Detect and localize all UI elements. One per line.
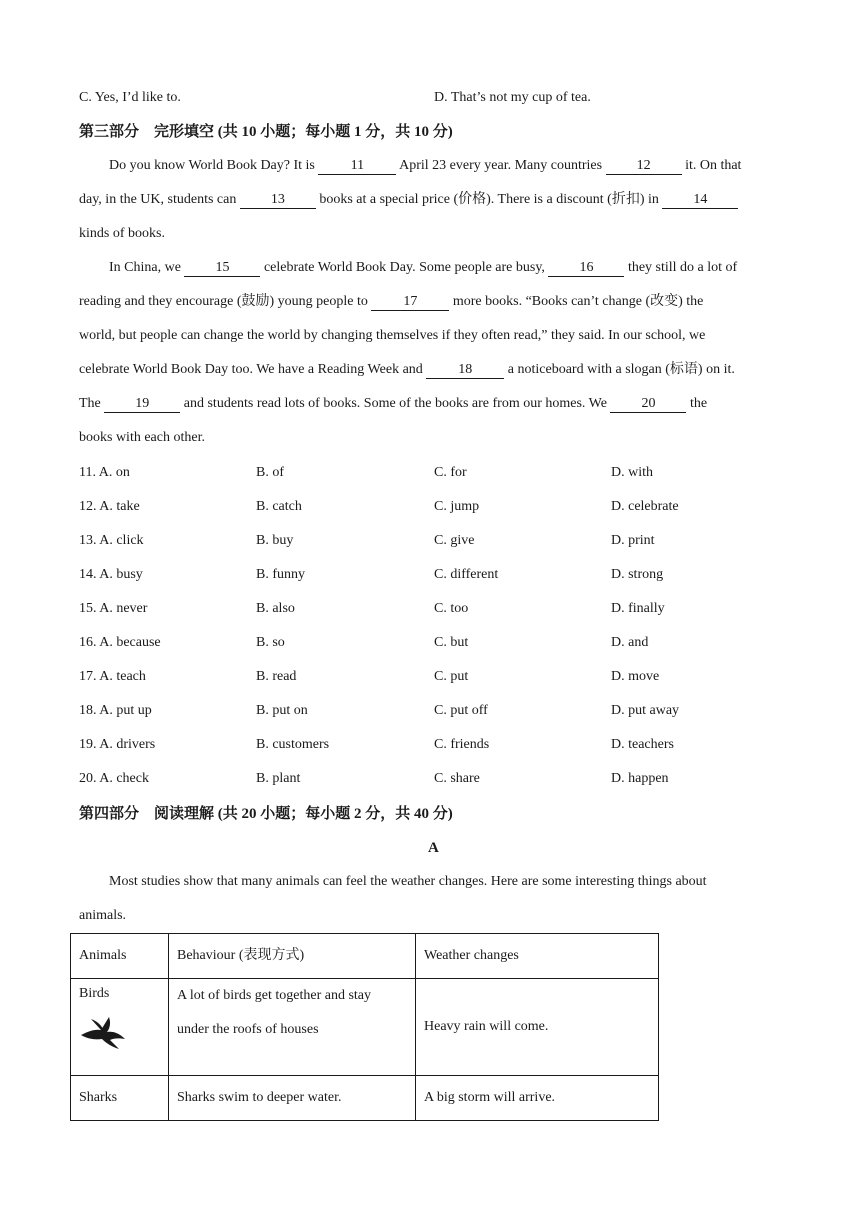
option-c: C. jump: [434, 499, 480, 514]
option-c: C. too: [434, 601, 469, 616]
option-a: 20. A. check: [79, 771, 149, 786]
option-a: 11. A. on: [79, 465, 130, 480]
option-a: 12. A. take: [79, 499, 140, 514]
behaviour-text: Sharks swim to deeper water.: [169, 1076, 416, 1121]
reading-intro: Most studies show that many animals can feel the weather changes. Here are some interesting things about: [109, 874, 707, 889]
cloze-line: The 19 and students read lots of books. Some of the books are from our homes. We 20 the: [79, 396, 708, 411]
option-b: B. plant: [256, 771, 301, 786]
header-animals: Animals: [71, 934, 169, 979]
blank-17: 17: [371, 294, 449, 311]
header-weather: Weather changes: [416, 934, 659, 979]
option-c: C. give: [434, 533, 475, 548]
blank-13: 13: [240, 192, 316, 209]
option-d: D. finally: [611, 601, 665, 616]
blank-20: 20: [610, 396, 686, 413]
option-d: D. move: [611, 669, 660, 684]
option-a: 19. A. drivers: [79, 737, 156, 752]
prev-option-c: C. Yes, I’d like to.: [79, 90, 181, 105]
option-b: B. funny: [256, 567, 305, 582]
table-row: [71, 979, 659, 1076]
option-a: 13. A. click: [79, 533, 144, 548]
option-d: D. put away: [611, 703, 680, 718]
option-d: D. celebrate: [611, 499, 679, 514]
weather-text: Heavy rain will come.: [416, 979, 659, 1076]
cloze-line: Do you know World Book Day? It is 11 April 23 every year. Many countries 12 it. On that: [109, 158, 742, 173]
table-row: [71, 1076, 659, 1121]
option-row: [0, 770, 868, 788]
blank-18: 18: [426, 362, 504, 379]
option-c: C. for: [434, 465, 467, 480]
blank-16: 16: [548, 260, 624, 277]
table-header-row: [71, 934, 659, 979]
prev-option-d: D. That’s not my cup of tea.: [434, 90, 591, 105]
option-b: B. buy: [256, 533, 294, 548]
option-row: [0, 464, 868, 482]
option-row: [0, 702, 868, 720]
option-a: 14. A. busy: [79, 567, 143, 582]
option-row: [0, 566, 868, 584]
option-a: 18. A. put up: [79, 703, 152, 718]
option-b: B. catch: [256, 499, 302, 514]
option-row: [0, 668, 868, 686]
option-a: 16. A. because: [79, 635, 161, 650]
option-c: C. different: [434, 567, 499, 582]
cloze-line: In China, we 15 celebrate World Book Day. Some people are busy, 16 they still do a lot of: [109, 260, 738, 275]
option-row: [0, 634, 868, 652]
option-c: C. share: [434, 771, 480, 786]
option-b: B. customers: [256, 737, 330, 752]
animals-table: [70, 933, 659, 1121]
behaviour-text-cont: under the roofs of houses: [177, 1022, 319, 1037]
reading-intro-cont: animals.: [79, 908, 127, 923]
weather-text: A big storm will arrive.: [416, 1076, 659, 1121]
option-b: B. also: [256, 601, 295, 616]
blank-12: 12: [606, 158, 682, 175]
blank-15: 15: [184, 260, 260, 277]
cloze-line: kinds of books.: [79, 226, 165, 241]
option-b: B. put on: [256, 703, 308, 718]
part3-heading: 第三部分 完形填空 (共 10 小题；每小题 1 分，共 10 分): [79, 124, 453, 140]
cloze-line: day, in the UK, students can 13 books at a special price (价格). There is a discount (折扣) in 14: [79, 191, 738, 209]
animal-name: Sharks: [71, 1076, 169, 1121]
option-row: [0, 498, 868, 516]
behaviour-text: A lot of birds get together and stay: [177, 988, 372, 1003]
option-a: 17. A. teach: [79, 669, 146, 684]
blank-14: 14: [662, 192, 738, 209]
section-letter: A: [428, 840, 439, 856]
option-row: [0, 736, 868, 754]
option-d: D. happen: [611, 771, 669, 786]
bird-icon: [79, 1013, 127, 1053]
cloze-line: celebrate World Book Day too. We have a Reading Week and 18 a noticeboard with a slogan (标语) on it.: [79, 362, 735, 377]
option-d: D. strong: [611, 567, 664, 582]
option-d: D. with: [611, 465, 653, 480]
option-row: [0, 532, 868, 550]
option-c: C. put off: [434, 703, 488, 718]
option-b: B. read: [256, 669, 297, 684]
cloze-line: books with each other.: [79, 430, 205, 445]
option-d: D. print: [611, 533, 655, 548]
blank-11: 11: [318, 158, 396, 175]
option-c: C. put: [434, 669, 469, 684]
header-behaviour: Behaviour (表现方式): [169, 934, 416, 979]
option-b: B. of: [256, 465, 284, 480]
part4-heading: 第四部分 阅读理解 (共 20 小题；每小题 2 分，共 40 分): [79, 806, 453, 822]
option-d: D. teachers: [611, 737, 674, 752]
option-a: 15. A. never: [79, 601, 148, 616]
option-row: [0, 600, 868, 618]
blank-19: 19: [104, 396, 180, 413]
cloze-line: world, but people can change the world by changing themselves if they often read,” they said. In our school, we: [79, 328, 706, 343]
cloze-line: reading and they encourage (鼓励) young people to 17 more books. “Books can’t change (改变) the: [79, 294, 704, 309]
option-b: B. so: [256, 635, 285, 650]
option-c: C. friends: [434, 737, 490, 752]
option-c: C. but: [434, 635, 469, 650]
option-d: D. and: [611, 635, 649, 650]
animal-name: Birds: [79, 986, 110, 1001]
